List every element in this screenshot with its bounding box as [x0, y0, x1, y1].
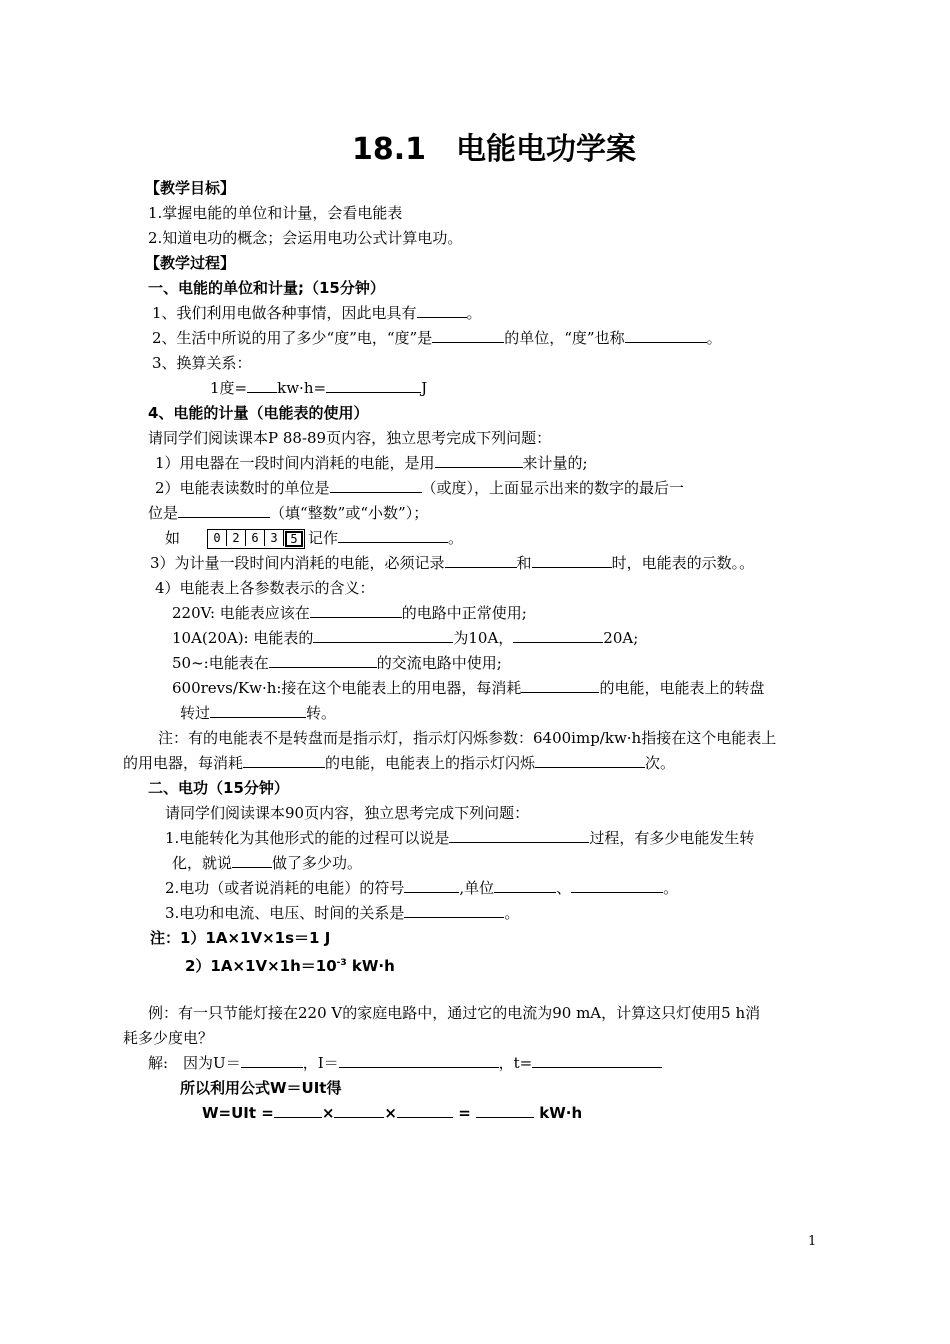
s1-part-3 [150, 553, 754, 573]
text: kw·h= [277, 379, 327, 397]
solution-calculation [202, 1103, 582, 1123]
text: 。 [466, 304, 482, 322]
process-header: 【教学过程】 [145, 254, 236, 272]
s1-note: 注：有的电能表不是转盘而是指示灯，指示灯闪烁参数：6400imp/kw·h指接在这个电能表上 [158, 729, 777, 747]
s1-note-cont [123, 753, 675, 773]
meter-display [207, 529, 305, 549]
answer-blank[interactable] [435, 453, 523, 468]
text: 20A; [603, 629, 639, 647]
text: 1）用电器在一段时间内消耗的电能，是用 [155, 454, 435, 472]
text: 3）为计量一段时间内消耗的电能，必须记录 [150, 554, 445, 572]
s2-reading-instruction: 请同学们阅读课本90页内容，独立思考完成下列问题： [165, 804, 530, 822]
answer-blank[interactable] [397, 1103, 453, 1118]
text: 2）1A×1V×1h＝10 [185, 957, 337, 975]
meter-digit: 6 [246, 530, 265, 546]
answer-blank[interactable] [241, 1053, 303, 1068]
answer-blank[interactable] [625, 328, 707, 343]
answer-blank[interactable] [269, 653, 377, 668]
answer-blank[interactable] [476, 1103, 534, 1118]
exponent: -3 [336, 958, 347, 968]
answer-blank[interactable] [243, 753, 325, 768]
page-title: 18.1 电能电功学案 [352, 132, 637, 167]
answer-blank[interactable] [330, 478, 422, 493]
answer-blank[interactable] [313, 628, 453, 643]
text: 的电能，电能表上的转盘 [599, 679, 765, 697]
text: 。 [448, 529, 464, 547]
answer-blank[interactable] [432, 328, 504, 343]
text: 化，就说 [172, 854, 233, 872]
meter-digit: 3 [265, 530, 284, 546]
answer-blank[interactable] [274, 1103, 322, 1118]
text: 的电能，电能表上的指示灯闪烁 [325, 754, 536, 772]
example-problem: 例：有一只节能灯接在220 V的家庭电路中，通过它的电流为90 mA，计算这只灯使用5 h消 [148, 1004, 761, 1022]
text: ，I＝ [302, 1054, 339, 1072]
example-record [308, 528, 463, 548]
meter-digit: 0 [208, 530, 227, 546]
answer-blank[interactable] [404, 878, 459, 893]
text: 位是 [148, 504, 179, 522]
s1-part-1 [155, 453, 588, 473]
s1-question-3: 3、换算关系： [152, 354, 252, 372]
text: ,单位 [459, 879, 495, 897]
solution-line [148, 1053, 662, 1073]
s2-question-2 [165, 878, 678, 898]
answer-blank[interactable] [417, 303, 467, 318]
text: 的交流电路中使用; [376, 654, 502, 672]
unit: kW·h [539, 1104, 583, 1122]
s1-part-2-cont [148, 503, 428, 523]
section2-title: 二、电功（15分钟） [148, 779, 289, 797]
text: 2.电功（或者说消耗的电能）的符号 [165, 879, 405, 897]
text: J [421, 379, 428, 397]
text: 。 [663, 879, 679, 897]
answer-blank[interactable] [532, 553, 612, 568]
goal-item: 1.掌握电能的单位和计量，会看电能表 [148, 204, 403, 222]
text: = [458, 1104, 471, 1122]
goal-item: 2.知道电功的概念；会运用电功公式计算电功。 [148, 229, 463, 247]
meter-digit: 2 [227, 530, 246, 546]
s1-question-1 [152, 303, 482, 323]
page-number: 1 [808, 1234, 817, 1249]
s1-question-2 [152, 328, 722, 348]
answer-blank[interactable] [210, 703, 306, 718]
s1-question-4-title: 4、电能的计量（电能表的使用） [148, 404, 369, 422]
text: （填“整数”或“小数”）； [270, 504, 429, 522]
text: 为10A， [453, 629, 514, 647]
text: × [384, 1104, 397, 1122]
answer-blank[interactable] [247, 378, 277, 393]
text: ，t= [498, 1054, 533, 1072]
text: 、 [556, 879, 572, 897]
answer-blank[interactable] [535, 753, 645, 768]
text: 10A(20A): 电能表的 [172, 629, 314, 647]
answer-blank[interactable] [178, 503, 270, 518]
text: 50~:电能表在 [172, 654, 269, 672]
text: 的用电器，每消耗 [123, 754, 244, 772]
s1-part-2 [155, 478, 684, 498]
text: 1、我们利用电做各种事情，因此电具有 [152, 304, 417, 322]
text: 。 [504, 904, 520, 922]
section1-title: 一、电能的单位和计量;（15分钟） [148, 279, 385, 297]
solution-formula: 所以利用公式W＝UIt得 [180, 1079, 342, 1097]
s2-question-3 [165, 903, 519, 923]
param-10a [172, 628, 638, 648]
answer-blank[interactable] [326, 378, 421, 393]
text: 次。 [645, 754, 676, 772]
text: 的电路中正常使用; [401, 604, 527, 622]
s1-part-4: 4）电能表上各参数表示的含义： [155, 579, 375, 597]
text: （或度），上面显示出来的数字的最后一 [421, 479, 685, 497]
s2-note-2 [185, 953, 395, 976]
conversion-line [210, 378, 427, 398]
text: W=UIt = [202, 1104, 274, 1122]
param-50hz [172, 653, 502, 673]
text: kW·h [346, 957, 395, 975]
answer-blank[interactable] [532, 1053, 662, 1068]
answer-blank[interactable] [571, 878, 663, 893]
text: 和 [516, 554, 532, 572]
answer-blank[interactable] [339, 1053, 499, 1068]
text: 来计量的; [522, 454, 588, 472]
text: 的单位，“度”也称 [504, 329, 625, 347]
text: 1度= [210, 379, 248, 397]
text: 转过 [180, 704, 211, 722]
text: 600revs/Kw·h:接在这个电能表上的用电器，每消耗 [172, 679, 522, 697]
answer-blank[interactable] [445, 553, 517, 568]
text: 记作 [308, 529, 339, 547]
param-600revs-cont [180, 703, 336, 723]
answer-blank[interactable] [232, 853, 272, 868]
example-label: 如 [165, 529, 181, 547]
s2-question-1 [165, 828, 754, 848]
text: 2）电能表读数时的单位是 [155, 479, 330, 497]
text: 转。 [306, 704, 337, 722]
answer-blank[interactable] [334, 1103, 384, 1118]
text: × [321, 1104, 335, 1122]
goals-header: 【教学目标】 [145, 179, 236, 197]
s1-reading-instruction: 请同学们阅读课本P 88-89页内容，独立思考完成下列问题： [148, 429, 552, 447]
param-220v [172, 603, 527, 623]
answer-blank[interactable] [310, 603, 402, 618]
text: 过程，有多少电能发生转 [589, 829, 755, 847]
answer-blank[interactable] [494, 878, 556, 893]
text: 。 [706, 329, 722, 347]
s2-question-1-cont [172, 853, 362, 873]
answer-blank[interactable] [404, 903, 504, 918]
text: 时，电能表的示数。。 [611, 554, 755, 572]
answer-blank[interactable] [521, 678, 599, 693]
text: 220V: 电能表应该在 [172, 604, 310, 622]
example-problem-cont: 耗多少度电？ [123, 1029, 214, 1047]
text: 解: 因为U＝ [148, 1054, 241, 1072]
text: 2、生活中所说的用了多少“度”电，“度”是 [152, 329, 433, 347]
answer-blank[interactable] [513, 628, 603, 643]
meter-digit-decimal: 5 [285, 531, 303, 547]
s2-note-1: 注：1）1A×1V×1s＝1 J [150, 929, 331, 947]
text: 1.电能转化为其他形式的能的过程可以说是 [165, 829, 450, 847]
text: 做了多少功。 [272, 854, 363, 872]
answer-blank[interactable] [449, 828, 589, 843]
param-600revs [172, 678, 764, 698]
text: 3.电功和电流、电压、时间的关系是 [165, 904, 405, 922]
answer-blank[interactable] [338, 528, 448, 543]
